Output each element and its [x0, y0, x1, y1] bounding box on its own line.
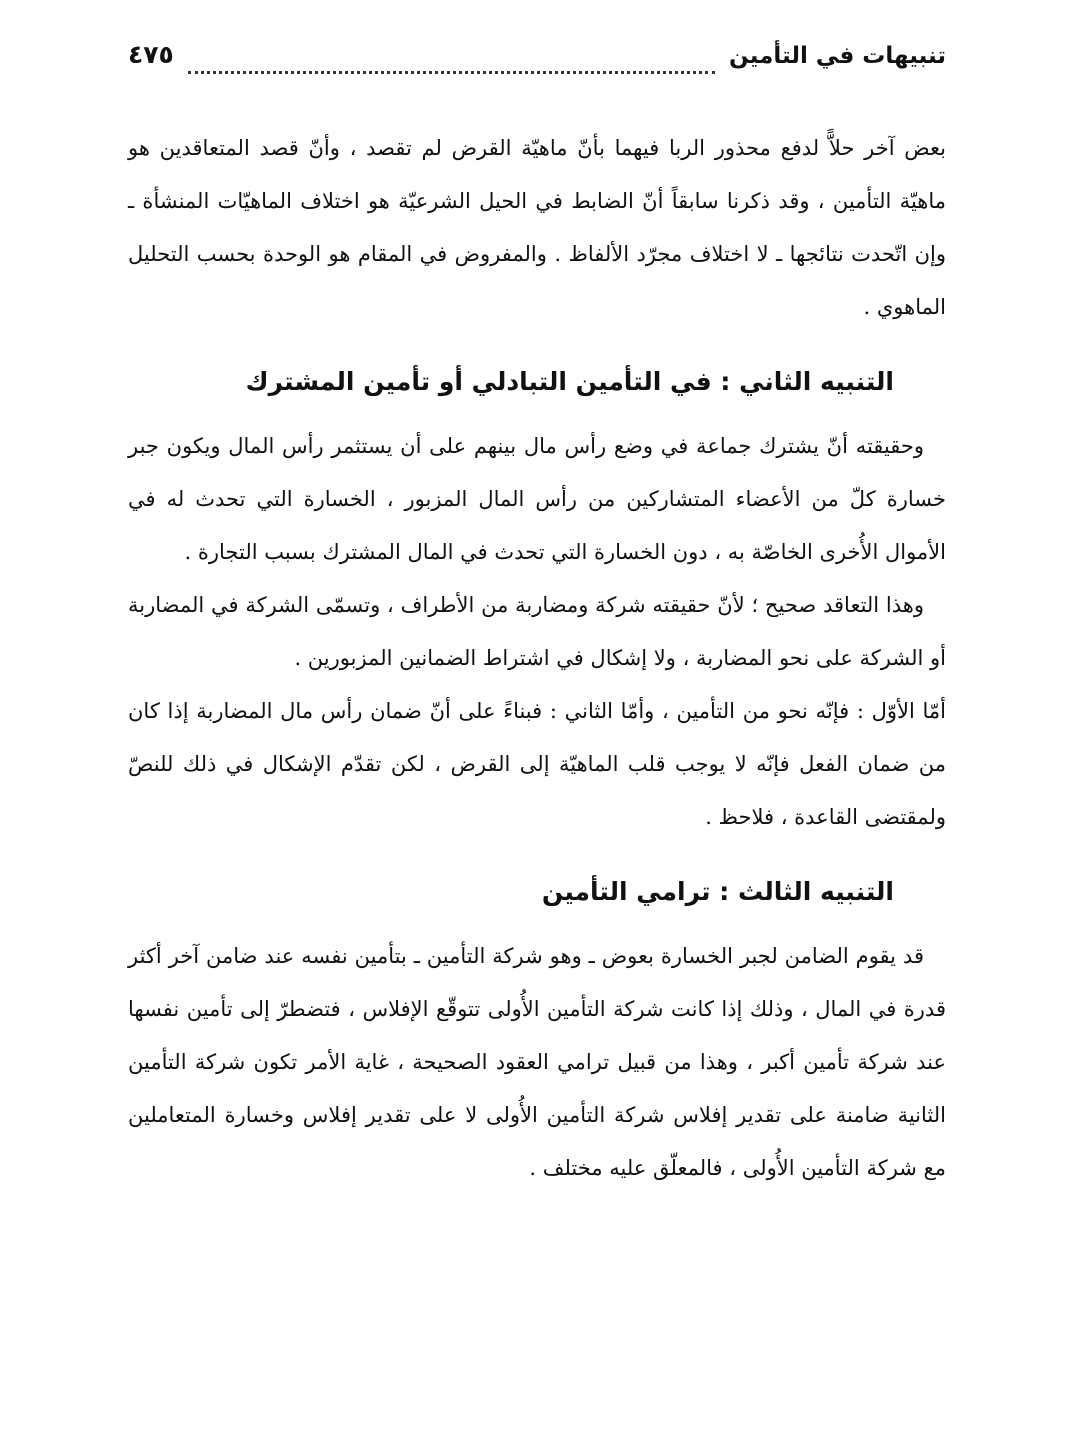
section-3-paragraph-1: قد يقوم الضامن لجبر الخسارة بعوض ـ وهو شركة التأمين ـ بتأمين نفسه عند ضامن آخر أكثر قدرة في المال ، وذلك إذا كانت شركة التأمين الأُولى تتوقّع الإفلاس ، فتضطرّ إلى تأمين نفسها عند شركة تأمين أكبر ، وهذا من قبيل ترامي العقود الصحيحة ، غاية الأمر تكون شركة التأمين الثانية ضامنة على تقدير إفلاس شركة التأمين الأُولى لا على تقدير إفلاس وخسارة المتعاملين مع شركة التأمين الأُولى ، فالمعلّق عليه مختلف .: [128, 944, 946, 1180]
section-heading-third-notice: التنبيه الثالث : ترامي التأمين: [541, 877, 894, 906]
page-number: ٤٧٥: [128, 40, 174, 69]
book-page: [128, 40, 946, 1420]
section-2-paragraph-3: أمّا الأوّل : فإنّه نحو من التأمين ، وأمّا الثاني : فبناءً على أنّ ضمان رأس مال المضاربة إذا كان من ضمان الفعل فإنّه لا يوجب قلب الماهيّة إلى القرض ، لكن تقدّم الإشكال في ذلك للنصّ ولمقتضى القاعدة ، فلاحظ .: [128, 699, 946, 829]
section-2-paragraph-1: وحقيقته أنّ يشترك جماعة في وضع رأس مال بينهم على أن يستثمر رأس المال ويكون جبر خسارة كلّ من الأعضاء المتشاركين من رأس المال المزبور ، الخسارة التي تحدث له في الأموال الأُخرى الخاصّة به ، دون الخسارة التي تحدث في المال المشترك بسبب التجارة .: [128, 434, 946, 564]
section-heading-second-notice: التنبيه الثاني : في التأمين التبادلي أو تأمين المشترك: [245, 367, 894, 396]
running-title: تنبيهات في التأمين: [729, 43, 946, 69]
section-2-paragraph-2: وهذا التعاقد صحيح ؛ لأنّ حقيقته شركة ومضاربة من الأطراف ، وتسمّى الشركة في المضاربة أو الشركة على نحو المضاربة ، ولا إشكال في اشتراط الضمانين المزبورين .: [128, 593, 946, 670]
dotted-leader: [188, 71, 715, 74]
intro-paragraph: بعض آخر حلاًّ لدفع محذور الربا فيهما بأنّ ماهيّة القرض لم تقصد ، وأنّ قصد المتعاقدين هو ماهيّة التأمين ، وقد ذكرنا سابقاً أنّ الضابط في الحيل الشرعيّة هو اختلاف الماهيّات المنشأة ـ وإن اتّحدت نتائجها ـ لا اختلاف مجرّد الألفاظ . والمفروض في المقام هو الوحدة بحسب التحليل الماهوي .: [128, 136, 946, 319]
running-header: [128, 40, 946, 92]
